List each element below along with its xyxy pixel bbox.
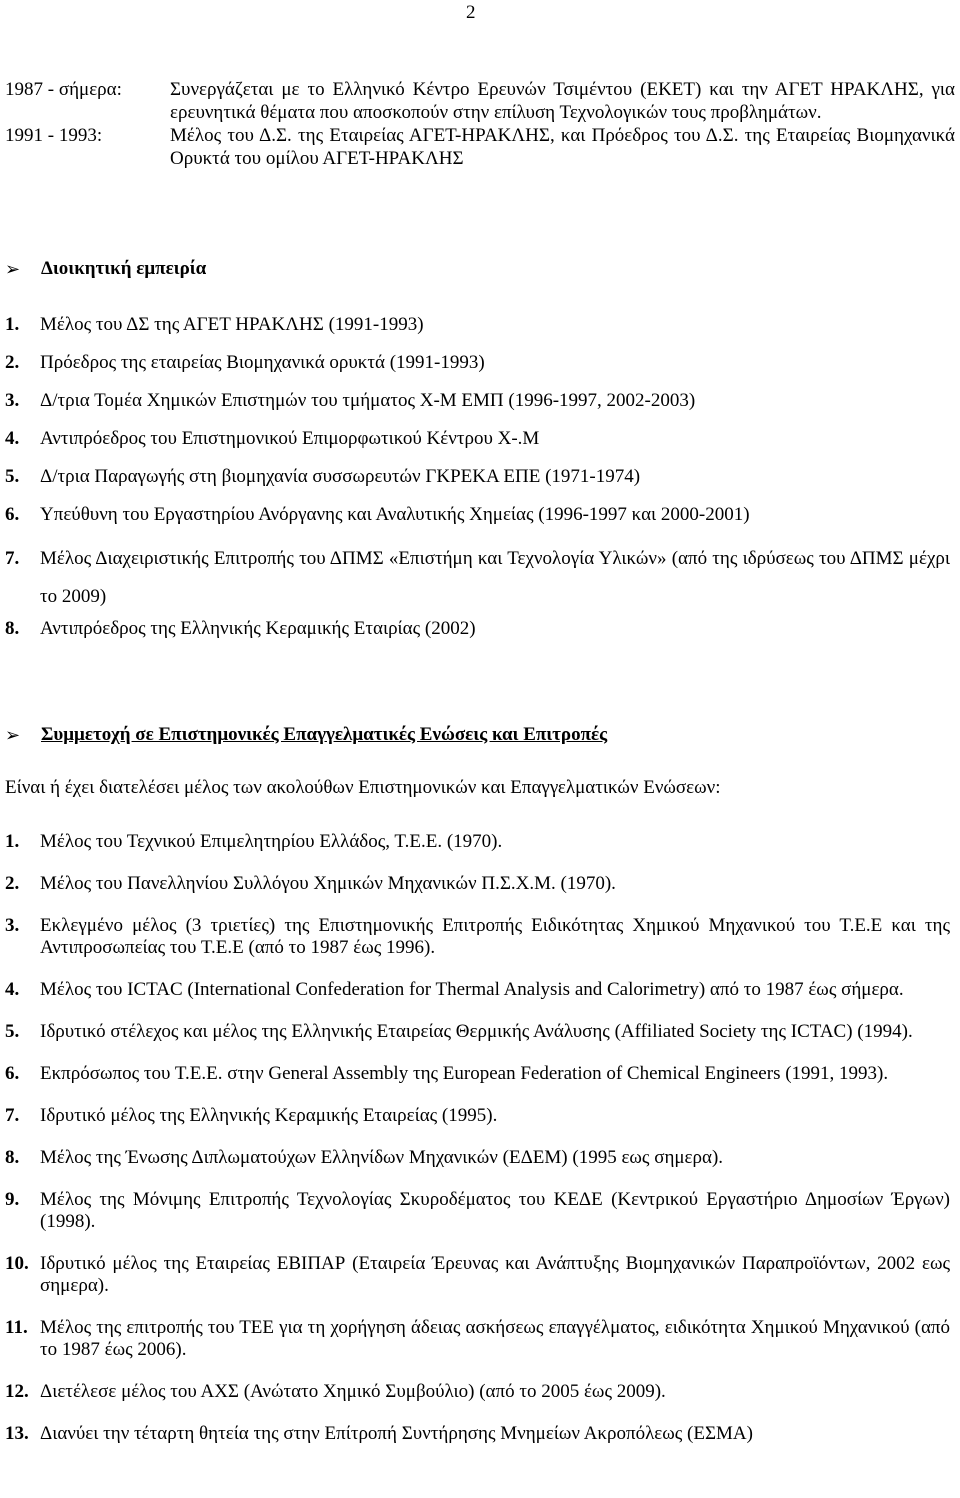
list-item — [5, 616, 950, 654]
arrow-bullet-icon: ➢ — [5, 258, 21, 279]
career-description: Συνεργάζεται με το Ελληνικό Κέντρο Ερευνών Τσιμέντου (ΕΚΕΤ) και την ΑΓΕΤ ΗΡΑΚΛΗΣ, για ερευνητικά θέματα που αποσκοπούν στην επίλυση Τεχνολογικών τους προβλημάτων. — [170, 79, 955, 123]
item-text: Ιδρυτικό μέλος της Εταιρείας ΕΒΙΠΑΡ (Εταιρεία Έρευνας και Ανάπτυξης Βιομηχανικών Παραπροϊόντων, 2002 εως σημερα). — [40, 1253, 950, 1296]
list-item — [5, 464, 950, 502]
arrow-bullet-icon: ➢ — [5, 724, 21, 745]
list-item — [5, 1189, 950, 1233]
item-text: Ιδρυτικό στέλεχος και μέλος της Ελληνικής Εταιρείας Θερμικής Ανάλυσης (Affiliated Society της ICTAC) (1994). — [40, 1021, 913, 1042]
list-item — [5, 1381, 950, 1403]
list-item — [5, 312, 950, 350]
item-text: Μέλος του Πανελληνίου Συλλόγου Χημικών Μηχανικών Π.Σ.Χ.Μ. (1970). — [40, 873, 616, 894]
item-number: 12. — [5, 1381, 29, 1402]
item-number: 6. — [5, 504, 20, 525]
item-number: 9. — [5, 1189, 20, 1210]
item-text: Αντιπρόεδρος της Ελληνικής Κεραμικής Εταιρίας (2002) — [40, 618, 476, 639]
item-number: 1. — [5, 831, 20, 852]
item-text: Μέλος του ΔΣ της ΑΓΕΤ ΗΡΑΚΛΗΣ (1991-1993) — [40, 314, 424, 335]
list-item — [5, 873, 950, 895]
career-period: 1987 - σήμερα: — [5, 79, 122, 100]
item-text: Ιδρυτικό μέλος της Ελληνικής Κεραμικής Εταιρείας (1995). — [40, 1105, 498, 1126]
admin-heading-text: Διοικητική εμπειρία — [41, 258, 207, 279]
memberships-heading — [5, 724, 607, 746]
item-number: 2. — [5, 352, 20, 373]
admin-heading — [5, 258, 206, 280]
item-number: 4. — [5, 979, 20, 1000]
list-item — [5, 540, 950, 616]
list-item — [5, 1317, 950, 1361]
item-text: Μέλος της επιτροπής του ΤΕΕ για τη χορήγηση άδειας ασκήσεως επαγγέλματος, ειδικότητα Χημικού Μηχανικού (από το 1987 έως 2006). — [40, 1317, 950, 1360]
item-text: Δ/τρια Παραγωγής στη βιομηχανία συσσωρευτών ΓΚΡΕΚΑ ΕΠΕ (1971-1974) — [40, 466, 641, 487]
list-item — [5, 388, 950, 426]
item-text: Διανύει την τέταρτη θητεία της στην Επίτροπή Συντήρησης Μνημείων Ακροπόλεως (ΕΣΜΑ) — [40, 1423, 753, 1444]
list-item — [5, 915, 950, 959]
item-number: 8. — [5, 618, 20, 639]
item-text: Μέλος της Ένωσης Διπλωματούχων Ελληνίδων Μηχανικών (ΕΔΕΜ) (1995 εως σημερα). — [40, 1147, 724, 1168]
career-entry — [5, 78, 955, 124]
item-number: 1. — [5, 314, 20, 335]
item-text: Μέλος Διαχειριστικής Επιτροπής του ΔΠΜΣ «Επιστήμη και Τεχνολογία Υλικών» (από της ιδρύσεως του ΔΠΜΣ μέχρι το 2009) — [40, 548, 950, 607]
list-item — [5, 1253, 950, 1297]
memberships-list — [5, 831, 950, 1445]
list-item — [5, 979, 950, 1001]
list-item — [5, 350, 950, 388]
item-text: Πρόεδρος της εταιρείας Βιομηχανικά ορυκτά (1991-1993) — [40, 352, 485, 373]
item-text: Διετέλεσε μέλος του ΑΧΣ (Ανώτατο Χημικό Συμβούλιο) (από το 2005 έως 2009). — [40, 1381, 666, 1402]
list-item — [5, 426, 950, 464]
item-number: 3. — [5, 390, 20, 411]
item-number: 7. — [5, 548, 20, 569]
item-number: 7. — [5, 1105, 20, 1126]
item-number: 13. — [5, 1423, 29, 1444]
career-description: Μέλος του Δ.Σ. της Εταιρείας ΑΓΕΤ-ΗΡΑΚΛΗΣ, και Πρόεδρος του Δ.Σ. της Εταιρείας Βιομηχανικά Ορυκτά του ομίλου ΑΓΕΤ-ΗΡΑΚΛΗΣ — [170, 125, 955, 169]
career-entries — [5, 78, 955, 170]
item-text: Υπεύθυνη του Εργαστηρίου Ανόργανης και Αναλυτικής Χημείας (1996-1997 και 2000-2001) — [40, 504, 750, 525]
list-item — [5, 1063, 950, 1085]
list-item — [5, 1021, 950, 1043]
career-period: 1991 - 1993: — [5, 125, 103, 146]
item-text: Μέλος του Τεχνικού Επιμελητηρίου Ελλάδος, Τ.Ε.Ε. (1970). — [40, 831, 503, 852]
item-number: 6. — [5, 1063, 20, 1084]
item-text: Μέλος του ICTAC (International Confederation for Thermal Analysis and Calorimetry) από το 1987 έως σήμερα. — [40, 979, 904, 1000]
memberships-intro: Είναι ή έχει διατελέσει μέλος των ακολούθων Επιστημονικών και Επαγγελματικών Ενώσεων: — [5, 777, 721, 798]
list-item — [5, 1423, 950, 1445]
item-text: Μέλος της Μόνιμης Επιτροπής Τεχνολογίας Σκυροδέματος του ΚΕΔΕ (Κεντρικού Εργαστήριο Δημοσίων Έργων) (1998). — [40, 1189, 950, 1232]
item-text: Δ/τρια Τομέα Χημικών Επιστημών του τμήματος Χ-Μ ΕΜΠ (1996-1997, 2002-2003) — [40, 390, 696, 411]
item-number: 8. — [5, 1147, 20, 1168]
item-number: 4. — [5, 428, 20, 449]
item-number: 5. — [5, 466, 20, 487]
item-number: 3. — [5, 915, 20, 936]
item-number: 2. — [5, 873, 20, 894]
admin-list — [5, 312, 950, 654]
item-number: 5. — [5, 1021, 20, 1042]
list-item — [5, 502, 950, 540]
list-item — [5, 1105, 950, 1127]
memberships-heading-text: Συμμετοχή σε Επιστημονικές Επαγγελματικές Ενώσεις και Επιτροπές — [41, 724, 608, 745]
item-text: Αντιπρόεδρος του Επιστημονικού Επιμορφωτικού Κέντρου Χ-.Μ — [40, 428, 540, 449]
list-item — [5, 831, 950, 853]
career-entry — [5, 124, 955, 170]
item-number: 10. — [5, 1253, 29, 1274]
item-text: Εκλεγμένο μέλος (3 τριετίες) της Επιστημονικής Επιτροπής Ειδικότητας Χημικού Μηχανικού του Τ.Ε.Ε και της Αντιπροσωπείας του Τ.Ε.Ε (από το 1987 έως 1996). — [40, 915, 950, 958]
item-number: 11. — [5, 1317, 28, 1338]
list-item — [5, 1147, 950, 1169]
item-text: Εκπρόσωπος του Τ.Ε.Ε. στην General Assembly της European Federation of Chemical Engineers (1991, 1993). — [40, 1063, 889, 1084]
page-number: 2 — [466, 2, 476, 23]
